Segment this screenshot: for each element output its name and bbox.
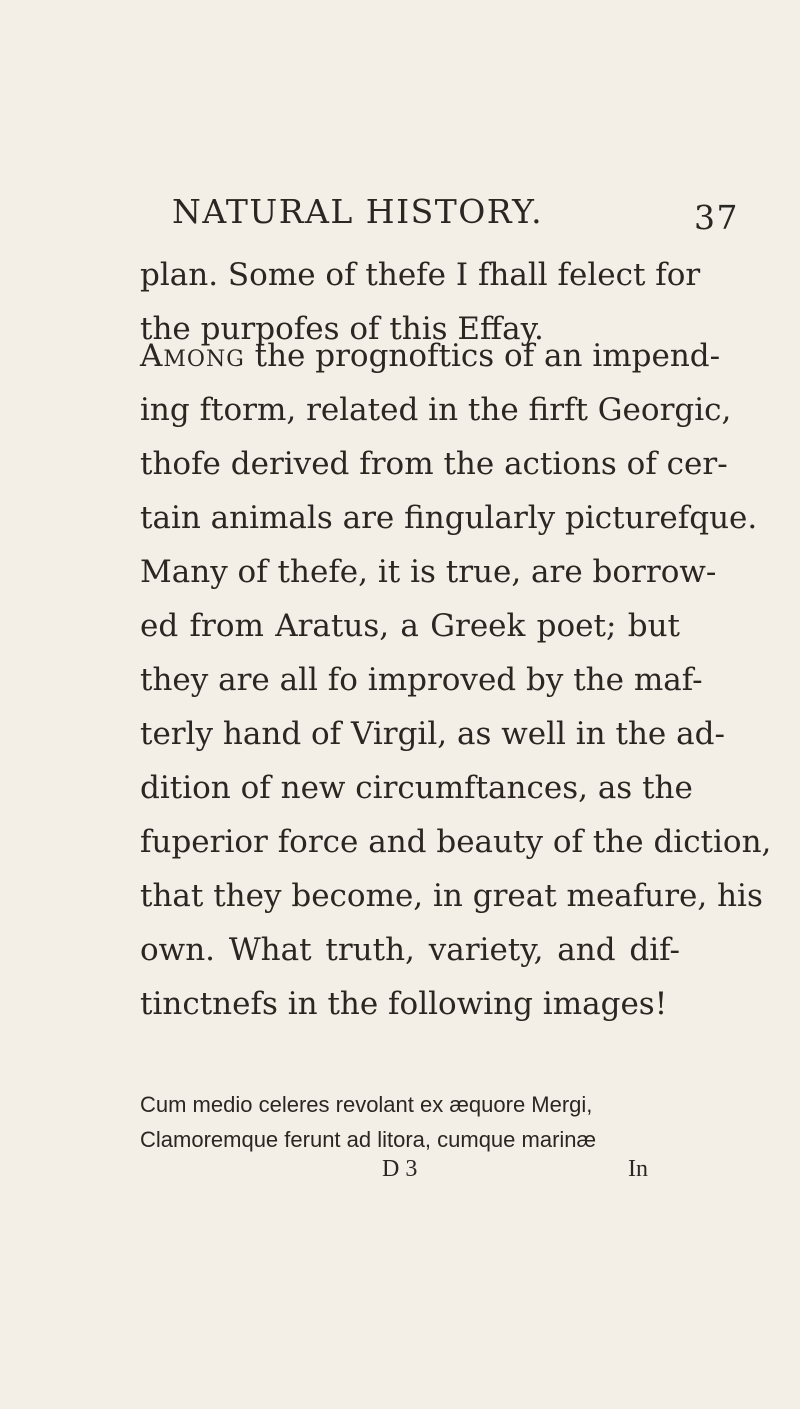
verse-line: Cum medio celeres revolant ex æquore Mergi,: [140, 1092, 593, 1117]
latin-verse: [140, 1087, 700, 1157]
text-line: dition of new circumftances, as the: [140, 770, 693, 806]
page-number: 37: [694, 198, 739, 237]
text-line: that they become, in great meafure, his: [140, 878, 763, 914]
text-line-first: [140, 329, 721, 383]
catchword: In: [628, 1156, 648, 1182]
text-line: the purpofes of this Effay.: [140, 311, 544, 347]
text-line: own. What truth, variety, and dif-: [140, 932, 680, 968]
first-line-rest: the prognoftics of an impend-: [244, 338, 721, 374]
text-line: they are all fo improved by the maf-: [140, 662, 703, 698]
verse-line: Clamoremque ferunt ad litora, cumque marinæ: [140, 1127, 597, 1152]
text-line: ing ftorm, related in the firft Georgic,: [140, 392, 732, 428]
signature-mark: D 3: [382, 1156, 418, 1182]
opening-word: Among: [140, 338, 245, 374]
paragraph-2: [140, 329, 772, 1031]
text-line: tain animals are fingularly picturefque.: [140, 500, 758, 536]
text-line: Many of thefe, it is true, are borrow-: [140, 554, 717, 590]
text-line: terly hand of Virgil, as well in the ad-: [140, 716, 725, 752]
text-line: thofe derived from the actions of cer-: [140, 446, 728, 482]
running-title: NATURAL HISTORY.: [172, 192, 544, 231]
text-line: fuperior force and beauty of the diction,: [140, 824, 772, 860]
text-line: plan. Some of thefe I fhall felect for: [140, 257, 701, 293]
text-line: ed from Aratus, a Greek poet; but: [140, 608, 680, 644]
text-line: tinctnefs in the following images!: [140, 986, 668, 1022]
